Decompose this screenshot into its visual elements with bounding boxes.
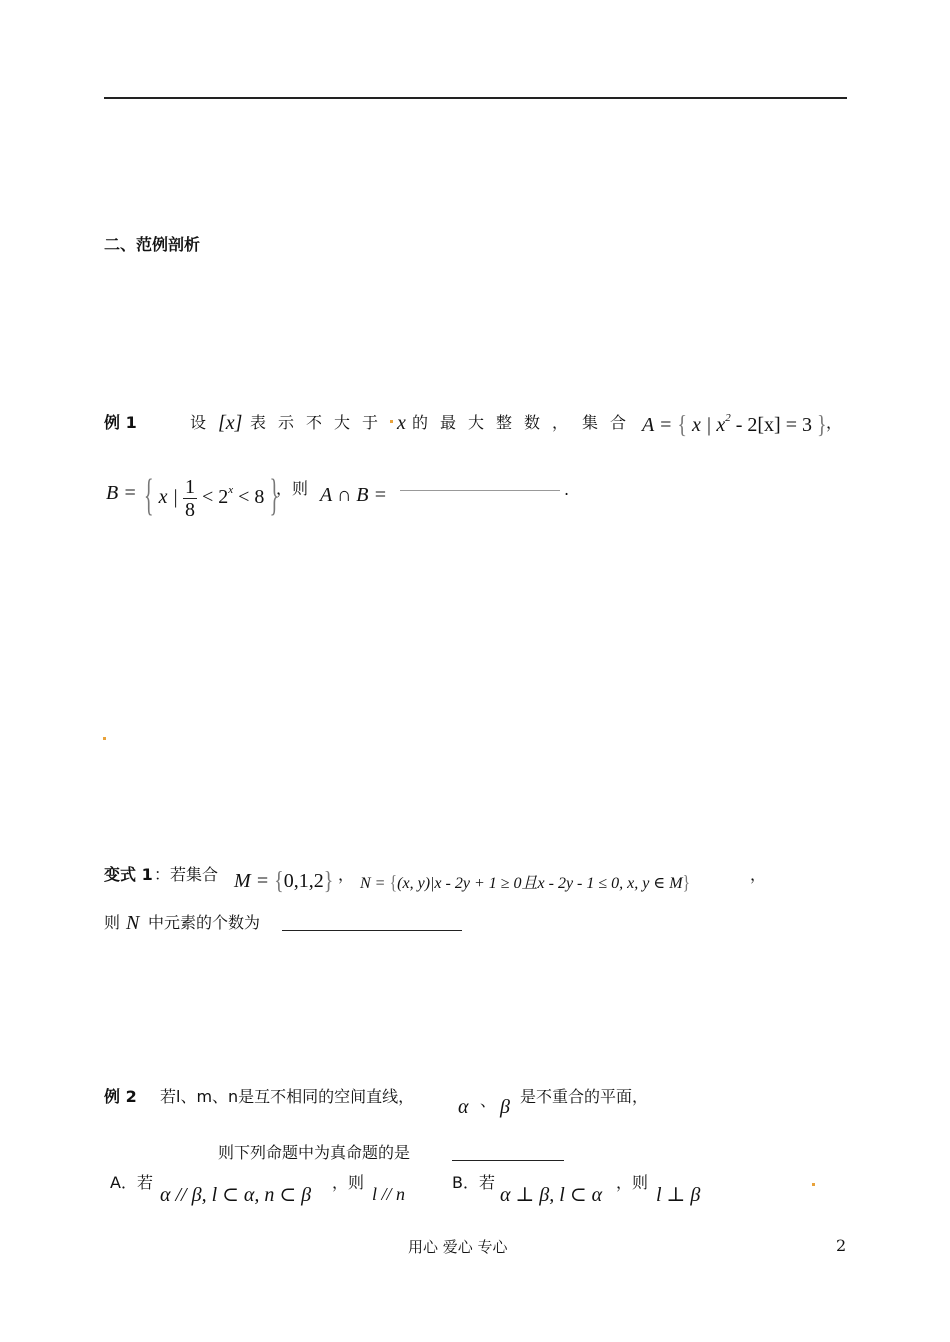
right-brace-icon: } xyxy=(817,411,827,439)
variant1-intro: ：若集合 xyxy=(154,865,219,884)
example1-period: . xyxy=(564,480,570,499)
example2-label: 例 2 xyxy=(104,1087,137,1106)
option-b-condition: α ⊥ β, l ⊂ α xyxy=(500,1184,603,1206)
example1-line2 xyxy=(104,466,664,526)
header-rule xyxy=(104,97,847,99)
example1-set-word: 集合 xyxy=(582,413,639,432)
left-brace-icon: { xyxy=(274,867,284,895)
variant1-label: 变式 1 xyxy=(104,865,153,884)
right-brace-icon: } xyxy=(269,472,280,521)
set-b-x: x | xyxy=(158,486,178,509)
fraction xyxy=(183,476,197,521)
set-a-lhs: A = xyxy=(642,414,673,436)
example2-text2: 是不重合的平面， xyxy=(520,1087,649,1106)
alpha-symbol: α xyxy=(458,1096,469,1118)
right-brace-icon: } xyxy=(682,872,691,894)
fraction-numerator: 1 xyxy=(184,476,195,498)
marker-dot xyxy=(390,420,393,423)
option-b-conclusion: l ⊥ β xyxy=(656,1184,701,1206)
set-b-lhs: B = xyxy=(106,482,137,504)
example2-line1 xyxy=(104,1082,704,1122)
option-a-then: ，则 xyxy=(332,1173,365,1192)
right-brace-icon: } xyxy=(323,867,334,895)
footer-text: 用心 爱心 专心 xyxy=(408,1238,508,1256)
beta-symbol: β xyxy=(500,1096,510,1118)
set-m-formula xyxy=(234,867,334,895)
option-a-conclusion: l // n xyxy=(372,1184,406,1204)
example2-prompt: 则下列命题中为真命题的是 xyxy=(218,1143,411,1162)
left-brace-icon: { xyxy=(144,472,154,521)
left-brace-icon: { xyxy=(677,411,687,439)
option-b-then: ，则 xyxy=(616,1173,649,1192)
left-brace-icon: { xyxy=(389,872,398,894)
answer-blank-1[interactable] xyxy=(400,490,560,491)
example1-comma: ， xyxy=(826,413,843,432)
option-b-label: B．若 xyxy=(452,1173,495,1192)
example2-options xyxy=(110,1168,720,1208)
marker-dot xyxy=(103,737,106,740)
variant1-then: 则 xyxy=(104,913,121,932)
variant1-line2 xyxy=(104,908,504,938)
example2-text: 若l、m、n是互不相同的空间直线， xyxy=(160,1087,415,1106)
set-n-lhs: N = xyxy=(360,875,386,892)
page-number: 2 xyxy=(836,1236,847,1255)
variant1-line1 xyxy=(104,860,784,900)
marker-dot xyxy=(812,1183,815,1186)
example1-desc: 表示不大于 xyxy=(250,413,391,432)
set-b-rest-1: < 2 xyxy=(201,486,229,509)
set-n-body: (x, y)|x - 2y + 1 ≥ 0且x - 2y - 1 ≤ 0, x, y ∈ M xyxy=(397,875,683,892)
set-a-body-2: - 2[x] = 3 xyxy=(730,414,812,436)
example1-bracket-x: [x] xyxy=(218,412,243,434)
example1-desc2: 的最大整数， xyxy=(412,413,581,432)
option-a-condition: α // β, l ⊂ α, n ⊂ β xyxy=(160,1184,312,1206)
set-a-body-1: x | x xyxy=(691,414,726,436)
variant1-var-n: N xyxy=(126,912,140,934)
section-title: 二、范例剖析 xyxy=(104,235,201,254)
variant1-comma2: ， xyxy=(750,865,767,884)
set-m-lhs: M = xyxy=(234,870,270,892)
example1-she: 设 xyxy=(190,413,207,432)
intersection: A ∩ B = xyxy=(320,484,388,506)
example1-var-x: x xyxy=(397,412,406,434)
answer-blank-3[interactable] xyxy=(452,1160,564,1161)
set-b-body xyxy=(144,472,280,521)
example2-prompt-line xyxy=(218,1140,578,1164)
set-b-rest-2: < 8 xyxy=(233,486,265,509)
example1-label: 例 1 xyxy=(104,413,137,432)
example2-sep: 、 xyxy=(480,1091,497,1110)
set-a-sup: 2 xyxy=(725,412,731,424)
set-b-sup: x xyxy=(228,484,234,497)
option-a-label: A．若 xyxy=(110,1173,153,1192)
variant1-comma: ， xyxy=(338,865,355,884)
example1-then: ，则 xyxy=(276,479,309,498)
set-m-body: 0,1,2 xyxy=(283,870,324,892)
set-a-formula xyxy=(642,412,827,437)
answer-blank-2[interactable] xyxy=(282,930,462,931)
variant1-question: 中元素的个数为 xyxy=(148,913,261,932)
fraction-denominator: 8 xyxy=(184,499,195,521)
set-n-formula xyxy=(360,870,690,893)
